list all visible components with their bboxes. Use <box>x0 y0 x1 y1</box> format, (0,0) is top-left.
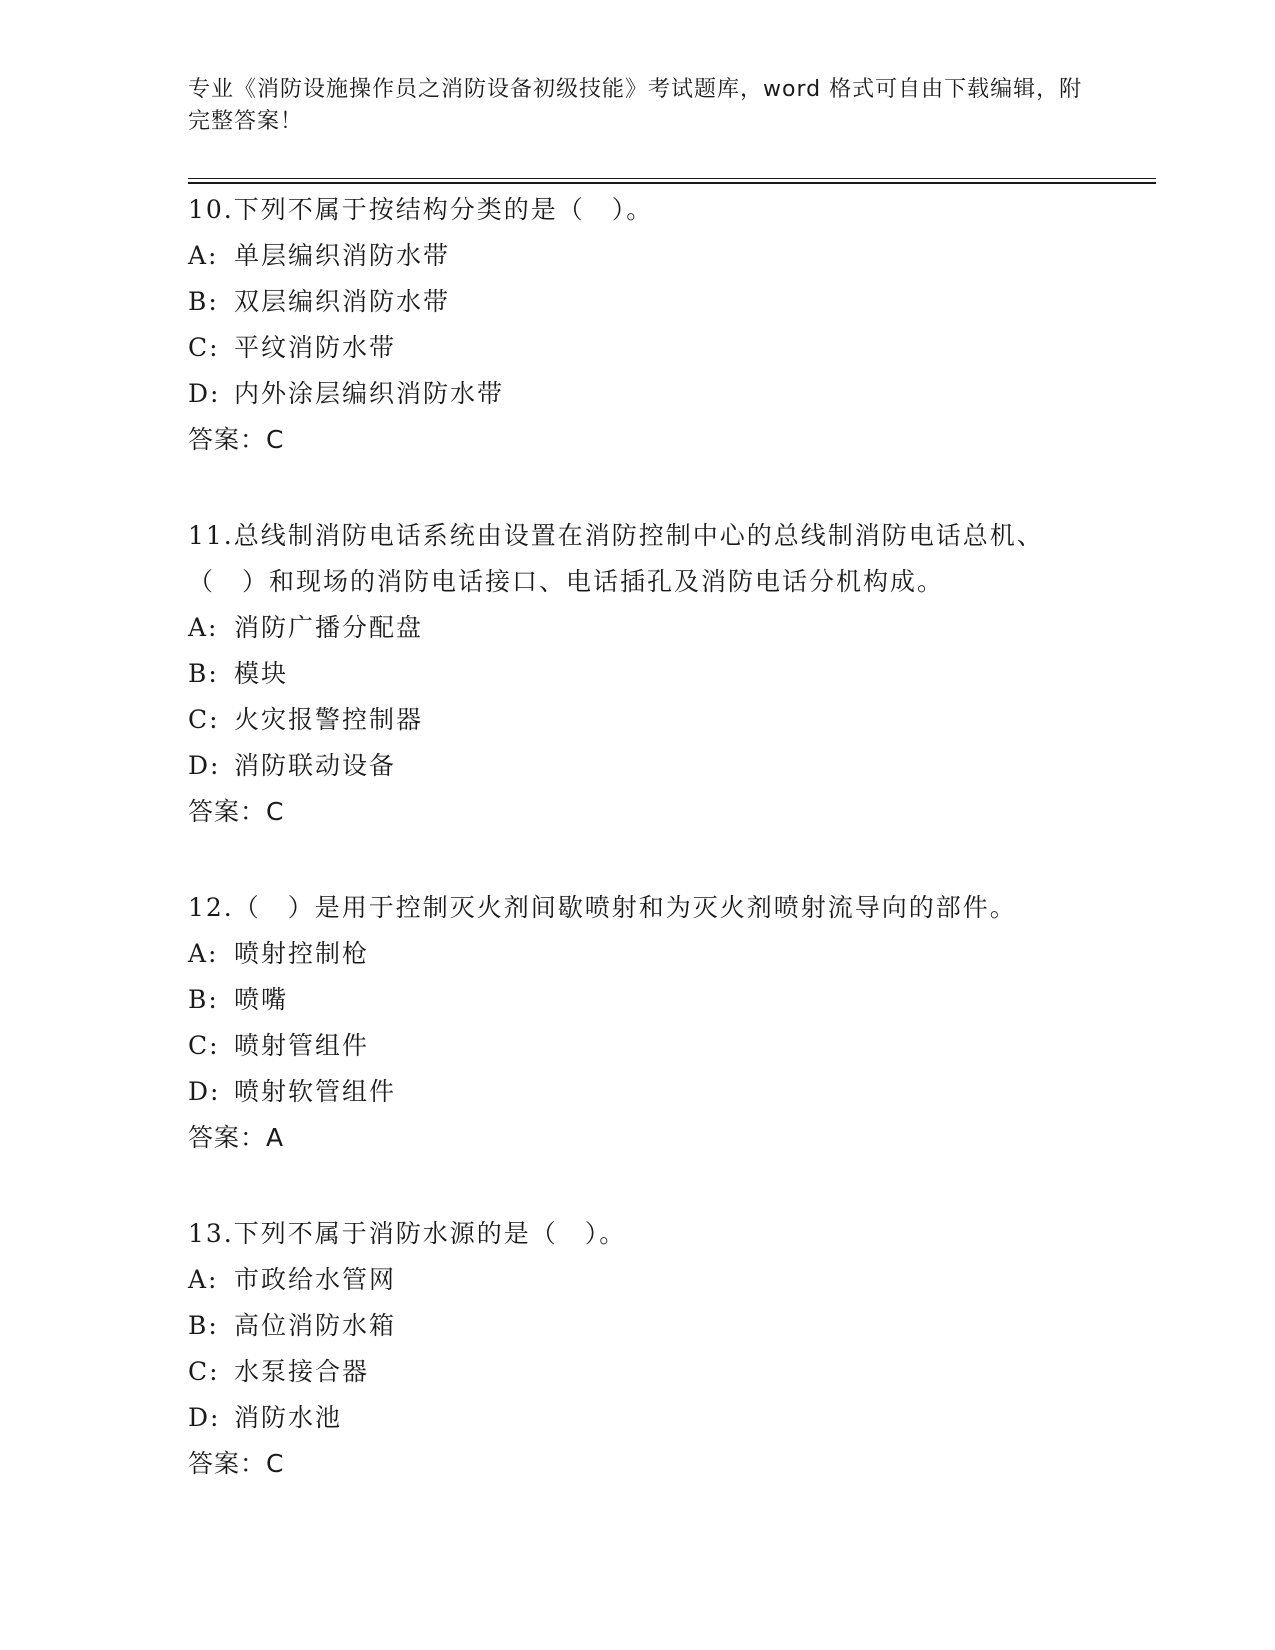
option-key: D: <box>188 751 221 780</box>
option-text: 水泵接合器 <box>234 1357 370 1386</box>
option-d <box>188 371 1088 417</box>
option-key: B: <box>188 1311 219 1340</box>
answer-line: 答案：C <box>188 425 285 454</box>
question-stem: 10.下列不属于按结构分类的是（ ）。 <box>188 195 654 224</box>
document-header: 专业《消防设施操作员之消防设备初级技能》考试题库，word 格式可自由下载编辑，附完整答案！ <box>188 77 1083 134</box>
option-a <box>188 931 1088 977</box>
option-a <box>188 605 1088 651</box>
header-divider-thin <box>188 178 1156 179</box>
option-key: A: <box>188 1265 219 1294</box>
option-text: 高位消防水箱 <box>234 1311 397 1340</box>
option-c <box>188 1349 1088 1395</box>
option-text: 消防联动设备 <box>234 751 397 780</box>
option-a <box>188 233 1088 279</box>
option-a <box>188 1257 1088 1303</box>
question-stem: 13.下列不属于消防水源的是（ ）。 <box>188 1219 627 1248</box>
option-key: B: <box>188 985 219 1014</box>
answer-line: 答案：C <box>188 797 285 826</box>
option-d <box>188 743 1088 789</box>
option-text: 模块 <box>234 659 289 688</box>
question-list <box>188 187 1088 1537</box>
option-text: 喷射管组件 <box>234 1031 370 1060</box>
option-key: C: <box>188 1357 220 1386</box>
option-key: D: <box>188 1403 221 1432</box>
option-b <box>188 1303 1088 1349</box>
option-key: C: <box>188 1031 220 1060</box>
option-d <box>188 1069 1088 1115</box>
answer-line: 答案：A <box>188 1123 285 1152</box>
option-key: C: <box>188 705 220 734</box>
option-key: A: <box>188 241 219 270</box>
option-b <box>188 279 1088 325</box>
option-key: A: <box>188 613 219 642</box>
question-13 <box>188 1211 1088 1487</box>
option-b <box>188 651 1088 697</box>
question-11 <box>188 513 1088 835</box>
option-text: 喷射控制枪 <box>234 939 370 968</box>
option-c <box>188 325 1088 371</box>
option-key: C: <box>188 333 220 362</box>
option-text: 火灾报警控制器 <box>234 705 424 734</box>
option-text: 单层编织消防水带 <box>234 241 451 270</box>
question-stem: 11.总线制消防电话系统由设置在消防控制中心的总线制消防电话总机、（ ）和现场的消防电话接口、电话插孔及消防电话分机构成。 <box>188 521 1044 596</box>
option-text: 喷嘴 <box>234 985 289 1014</box>
option-text: 市政给水管网 <box>234 1265 397 1294</box>
option-text: 平纹消防水带 <box>234 333 397 362</box>
option-key: D: <box>188 379 221 408</box>
question-stem: 12.（ ）是用于控制灭火剂间歇喷射和为灭火剂喷射流导向的部件。 <box>188 893 1017 922</box>
question-12 <box>188 885 1088 1161</box>
option-c <box>188 697 1088 743</box>
option-text: 双层编织消防水带 <box>234 287 451 316</box>
option-b <box>188 977 1088 1023</box>
answer-line: 答案：C <box>188 1449 285 1478</box>
option-key: B: <box>188 287 219 316</box>
option-key: B: <box>188 659 219 688</box>
header-divider-thick <box>188 182 1156 184</box>
option-d <box>188 1395 1088 1441</box>
option-key: D: <box>188 1077 221 1106</box>
question-10 <box>188 187 1088 463</box>
option-text: 喷射软管组件 <box>234 1077 397 1106</box>
option-text: 内外涂层编织消防水带 <box>234 379 505 408</box>
option-key: A: <box>188 939 219 968</box>
option-c <box>188 1023 1088 1069</box>
option-text: 消防水池 <box>234 1403 343 1432</box>
option-text: 消防广播分配盘 <box>234 613 424 642</box>
